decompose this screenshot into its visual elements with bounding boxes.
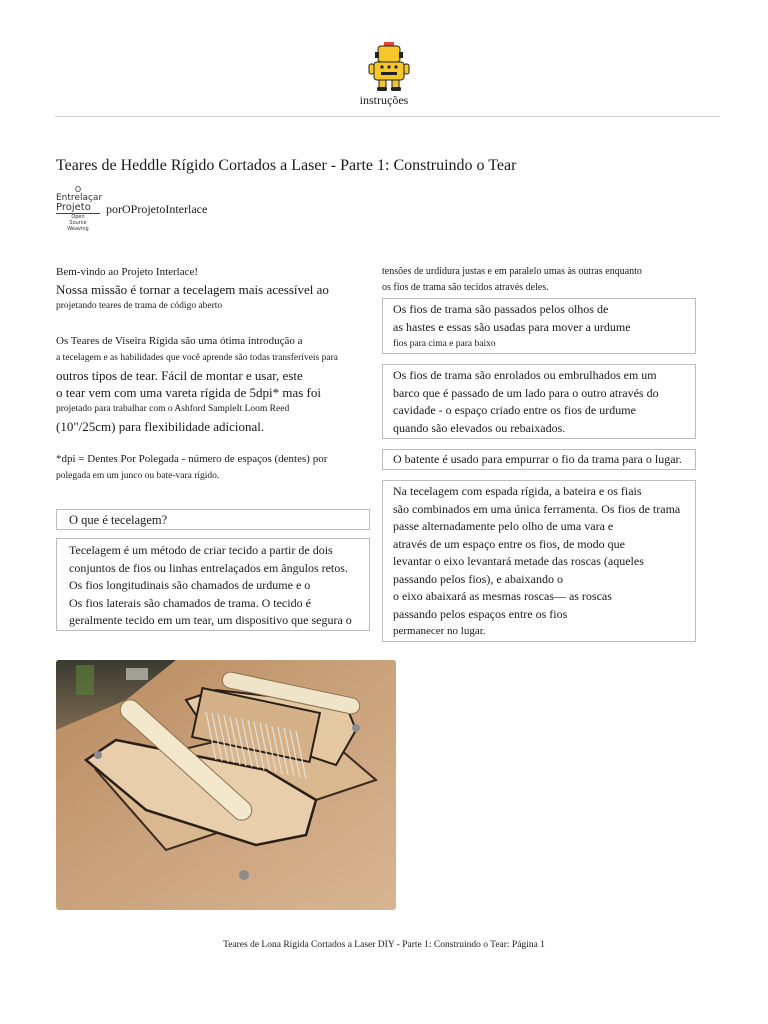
continued-text [382,264,702,296]
definition-line: Tecelagem é um método de criar tecido a partir de dois [69,543,333,557]
heddle-line: Os fios de trama são passados pelos olhos de [393,302,609,316]
question-text: O que é tecelagem? [69,513,168,527]
rigid-heddle-line: passando pelos fios), e abaixando o [393,571,563,586]
intro-text: a tecelagem e as habilidades que você aprende são todas transferíveis para [56,353,338,363]
rigid-heddle-line: permanecer no lugar. [393,625,486,637]
rigid-heddle-line: levantar o eixo levantará metade das roscas (aqueles [393,554,644,568]
dpi-note: *dpi = Dentes Por Polegada - número de espaços (dentes) por [56,453,328,465]
beater-box [382,449,696,470]
shuttle-line: quando são elevados ou rebaixados. [393,420,566,435]
left-column [56,264,376,485]
continued-line: os fios de trama são tecidos através deles. [382,282,549,293]
mission-text: Nossa missão é tornar a tecelagem mais acessível ao [56,282,329,297]
author-logo[interactable]: O Entrelaçar Projeto Open Source Weaving [56,185,103,232]
intro-text: Os Teares de Viseira Rígida são uma ótima introdução a [56,335,303,347]
welcome-text: Bem-vindo ao Projeto Interlace! [56,266,199,278]
intro-text: projetado para trabalhar com o Ashford SampleIt Loom Reed [56,404,290,414]
rigid-heddle-line: o eixo abaixará as mesmas roscas— as roscas [393,589,612,603]
intro-text: (10"/25cm) para flexibilidade adicional. [56,419,265,434]
rigid-heddle-line: passe alternadamente pelo olho de uma vara e [393,519,614,533]
dpi-note: polegada em um junco ou bate-vara rígido. [56,471,220,481]
heddle-line: fios para cima e para baixo [393,339,496,349]
heddle-box [382,298,696,354]
brand-label[interactable]: instruções [359,93,409,107]
shuttle-box [382,364,696,439]
author-link[interactable]: porOProjetoInterlace [106,202,208,216]
site-header [0,0,768,118]
question-box [56,509,370,530]
continued-line: tensões de urdidura justas e em paralelo umas às outras enquanto [382,266,642,277]
page-title: Teares de Heddle Rígido Cortados a Laser - Parte 1: Construindo o Tear [56,157,517,174]
definition-box [56,538,370,631]
definition-line: conjuntos de fios ou linhas entrelaçados em ângulos retos. [69,560,348,575]
rigid-heddle-line: Na tecelagem com espada rígida, a bateira e os fiais [393,484,642,498]
definition-line: Os fios laterais são chamados de trama. O tecido é [69,595,311,610]
heddle-line: as hastes e essas são usadas para mover a urdume [393,319,631,334]
definition-line: Os fios longitudinais são chamados de urdume e o [69,578,311,592]
definition-line: geralmente tecido em um tear, um dispositivo que segura o [69,613,352,627]
shuttle-line: barco que é passado de um lado para o outro através do [393,385,659,400]
header-divider [55,116,720,117]
beater-line: O batente é usado para empurrar o fio da trama para o lugar. [393,452,682,466]
intro-text: outros tipos de tear. Fácil de montar e usar, este [56,368,303,383]
instructables-robot-logo[interactable] [367,40,411,92]
page-footer: Teares de Lona Rígida Cortados a Laser DIY - Parte 1: Construindo o Tear: Página 1 [223,940,545,950]
rigid-heddle-line: são combinados em uma única ferramenta. Os fios de trama [393,501,681,516]
rigid-heddle-box [382,480,696,642]
rigid-heddle-line: através de um espaço entre os fios, de modo que [393,536,625,551]
loom-photo[interactable] [56,660,396,910]
mission-text: projetando teares de trama de código aberto [56,301,223,311]
shuttle-line: Os fios de trama são enrolados ou embrulhados em um [393,368,657,382]
rigid-heddle-line: passando pelos espaços entre os fios [393,606,568,621]
shuttle-line: cavidade - o espaço criado entre os fios de urdume [393,403,636,417]
intro-text: o tear vem com uma vareta rígida de 5dpi* mas foi [56,385,321,400]
